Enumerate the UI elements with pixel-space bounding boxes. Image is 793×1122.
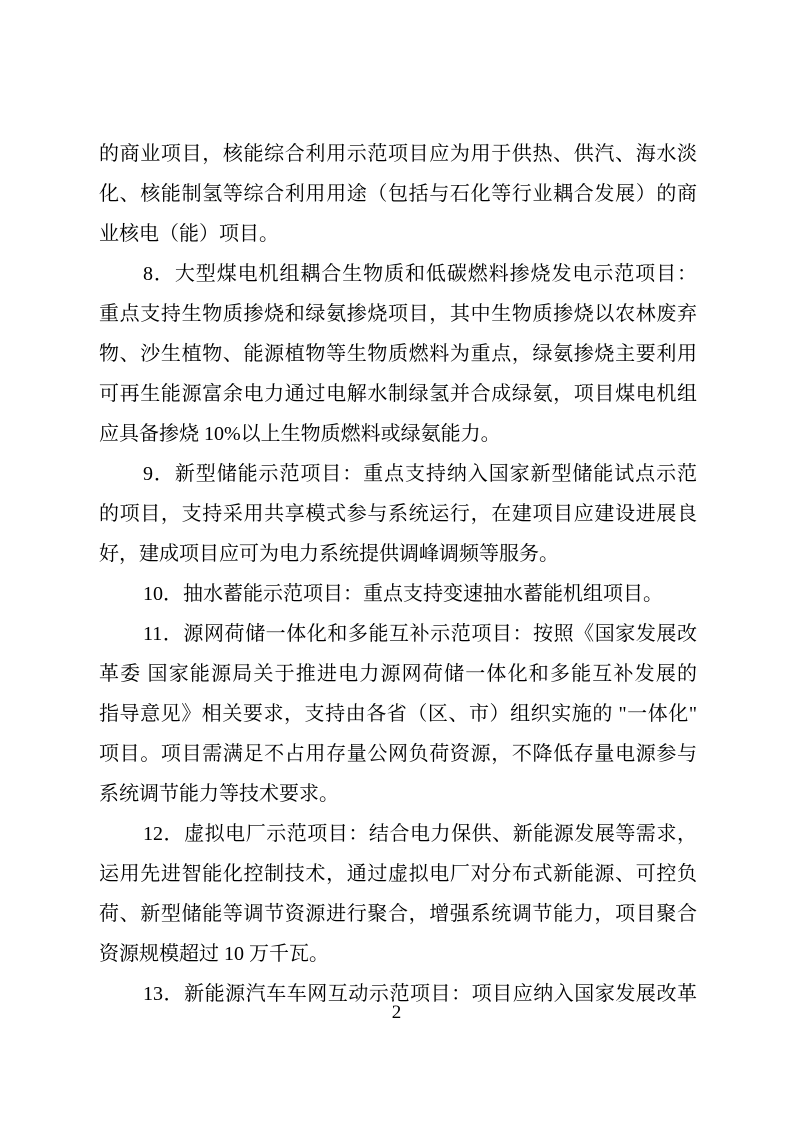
text-line: 重点支持生物质掺烧和绿氨掺烧项目，其中生物质掺烧以农林废弃 [99,303,697,325]
text-line: 的项目，支持采用共享模式参与系统运行，在建项目应建设进展良 [99,503,697,525]
text-line: 革委 国家能源局关于推进电力源网荷储一体化和多能互补发展的 [99,663,697,685]
text-line: 项目。项目需满足不占用存量公网负荷资源，不降低存量电源参与 [99,743,697,765]
para-item-10-pumped-storage [99,574,697,614]
para-item-11-source-grid-load-storage [99,614,697,814]
para-item-8-coal-biomass-cofiring [99,254,697,454]
text-line: 运用先进智能化控制技术，通过虚拟电厂对分布式新能源、可控负 [99,863,697,885]
text-line: 业核电（能）项目。 [99,223,279,245]
text-line: 物、沙生植物、能源植物等生物质燃料为重点，绿氨掺烧主要利用 [99,343,697,365]
text-line: 12．虚拟电厂示范项目：结合电力保供、新能源发展等需求， [143,823,697,845]
text-line: 11．源网荷储一体化和多能互补示范项目：按照《国家发展改 [143,623,697,645]
para-item-12-virtual-power-plant [99,814,697,974]
text-line: 可再生能源富余电力通过电解水制绿氢并合成绿氨，项目煤电机组 [99,383,697,405]
text-line: 指导意见》相关要求，支持由各省（区、市）组织实施的 "一体化" [99,703,697,725]
text-line: 荷、新型储能等调节资源进行聚合，增强系统调节能力，项目聚合 [99,903,697,925]
text-line: 好，建成项目应可为电力系统提供调峰调频等服务。 [99,543,559,565]
page-number: 2 [391,1002,402,1023]
text-line: 8．大型煤电机组耦合生物质和低碳燃料掺烧发电示范项目： [143,263,697,285]
para-nuclear-commercial-continuation [99,134,697,254]
document-body [99,134,697,1014]
text-line: 的商业项目，核能综合利用示范项目应为用于供热、供汽、海水淡 [99,143,697,165]
text-line: 10．抽水蓄能示范项目：重点支持变速抽水蓄能机组项目。 [143,583,663,605]
text-line: 化、核能制氢等综合利用用途（包括与石化等行业耦合发展）的商 [99,183,697,205]
text-line: 资源规模超过 10 万千瓦。 [99,943,329,965]
para-item-9-new-energy-storage [99,454,697,574]
text-line: 系统调节能力等技术要求。 [99,783,339,805]
text-line: 13．新能源汽车车网互动示范项目：项目应纳入国家发展改革 [143,983,697,1005]
text-line: 9．新型储能示范项目：重点支持纳入国家新型储能试点示范 [143,463,697,485]
text-line: 应具备掺烧 10%以上生物质燃料或绿氨能力。 [99,423,501,445]
